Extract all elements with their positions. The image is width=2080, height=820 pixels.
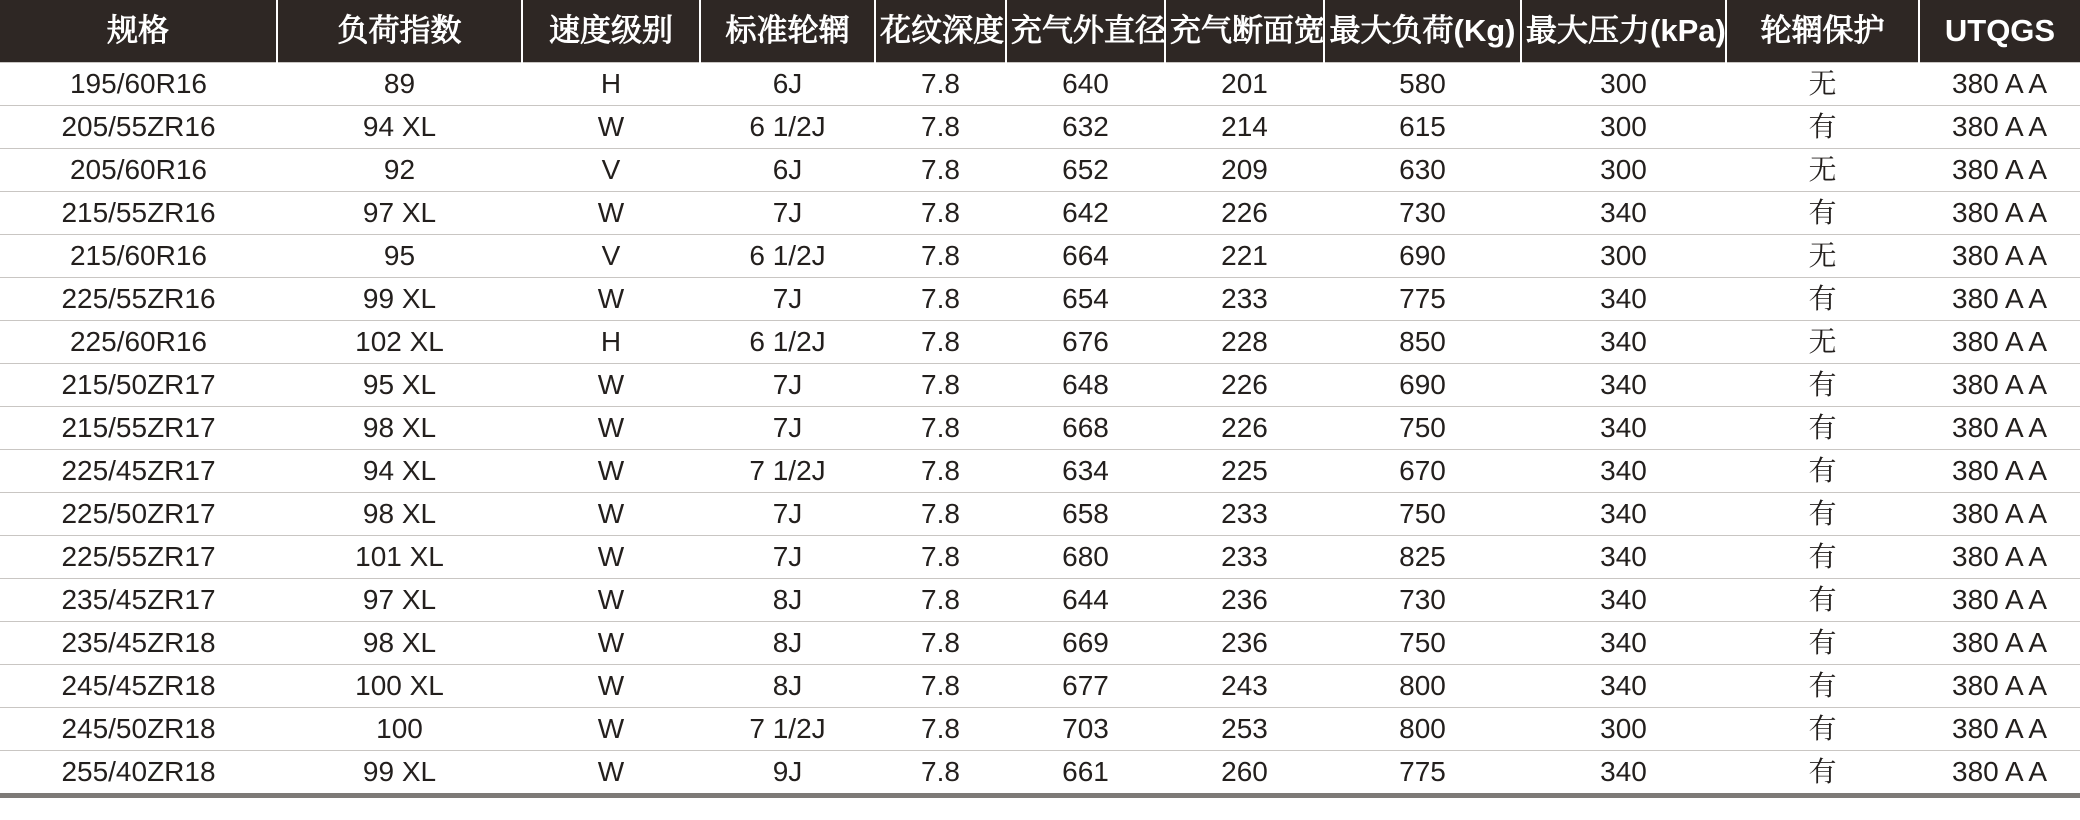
cell-max-load: 750 <box>1324 407 1521 450</box>
cell-rim-protection: 有 <box>1726 364 1919 407</box>
cell-tread-depth: 7.8 <box>875 278 1006 321</box>
column-header-rim-protection: 轮辋保护 <box>1726 0 1919 63</box>
cell-standard-rim: 7J <box>700 493 875 536</box>
table-row <box>0 665 2080 708</box>
cell-inflated-outer-diameter: 703 <box>1006 708 1165 751</box>
cell-rim-protection: 无 <box>1726 235 1919 278</box>
table-row <box>0 622 2080 665</box>
cell-max-load: 750 <box>1324 493 1521 536</box>
table-row <box>0 579 2080 622</box>
cell-utqgs: 380 A A <box>1919 622 2080 665</box>
cell-rim-protection: 有 <box>1726 407 1919 450</box>
cell-inflated-section-width: 243 <box>1165 665 1324 708</box>
cell-inflated-outer-diameter: 648 <box>1006 364 1165 407</box>
cell-utqgs: 380 A A <box>1919 63 2080 106</box>
cell-utqgs: 380 A A <box>1952 756 2047 787</box>
cell-max-load: 825 <box>1324 536 1521 579</box>
table-row <box>0 192 2080 235</box>
cell-max-load: 690 <box>1324 235 1521 278</box>
cell-utqgs: 380 A A <box>1919 407 2080 450</box>
cell-size: 215/60R16 <box>0 235 277 278</box>
cell-standard-rim: 6J <box>700 63 875 106</box>
column-header-max-load: 最大负荷(Kg) <box>1324 0 1521 63</box>
cell-tread-depth: 7.8 <box>875 708 1006 751</box>
cell-standard-rim: 6 1/2J <box>700 235 875 278</box>
cell-rim-protection: 有 <box>1726 622 1919 665</box>
cell-utqgs: 380 A A <box>1919 321 2080 364</box>
cell-speed-rating: W <box>522 192 700 235</box>
cell-speed-rating: W <box>522 364 700 407</box>
cell-standard-rim: 6J <box>700 149 875 192</box>
cell-size: 225/55ZR17 <box>0 536 277 579</box>
table-row <box>0 321 2080 364</box>
cell-max-load: 750 <box>1324 622 1521 665</box>
cell-size: 195/60R16 <box>0 63 277 106</box>
cell-max-pressure: 340 <box>1521 622 1726 665</box>
cell-load-index: 89 <box>277 63 522 106</box>
cell-tread-depth: 7.8 <box>921 756 960 787</box>
cell-max-load: 730 <box>1324 579 1521 622</box>
cell-max-pressure: 300 <box>1521 235 1726 278</box>
cell-load-index: 97 XL <box>277 579 522 622</box>
cell-load-index: 100 <box>277 708 522 751</box>
table-row <box>0 278 2080 321</box>
cell-load-index: 99 XL <box>362 756 437 787</box>
cell-load-index: 102 XL <box>277 321 522 364</box>
cell-max-load: 850 <box>1324 321 1521 364</box>
cell-max-load: 630 <box>1324 149 1521 192</box>
cell-inflated-outer-diameter: 640 <box>1006 63 1165 106</box>
cell-standard-rim: 8J <box>700 579 875 622</box>
cell-rim-protection: 有 <box>1726 665 1919 708</box>
cell-speed-rating: W <box>522 493 700 536</box>
cell-rim-protection: 有 <box>1726 708 1919 751</box>
cell-tread-depth: 7.8 <box>875 321 1006 364</box>
cell-standard-rim: 7J <box>700 192 875 235</box>
cell-speed-rating: W <box>522 450 700 493</box>
cell-load-index: 98 XL <box>277 493 522 536</box>
cell-inflated-section-width: 233 <box>1165 278 1324 321</box>
cell-max-pressure: 340 <box>1521 278 1726 321</box>
cell-load-index: 97 XL <box>277 192 522 235</box>
cell-rim-protection: 有 <box>1726 278 1919 321</box>
cell-size: 215/55ZR17 <box>0 407 277 450</box>
column-header-max-pressure: 最大压力(kPa) <box>1521 0 1726 63</box>
cell-inflated-section-width: 253 <box>1165 708 1324 751</box>
table-row <box>0 536 2080 579</box>
cell-size: 245/50ZR18 <box>0 708 277 751</box>
cell-size: 205/60R16 <box>0 149 277 192</box>
cell-rim-protection: 无 <box>1726 63 1919 106</box>
cell-max-pressure: 340 <box>1521 321 1726 364</box>
cell-tread-depth: 7.8 <box>875 192 1006 235</box>
table-row <box>0 235 2080 278</box>
cell-inflated-outer-diameter: 676 <box>1006 321 1165 364</box>
cell-standard-rim: 6 1/2J <box>700 106 875 149</box>
cell-inflated-section-width: 214 <box>1165 106 1324 149</box>
cell-inflated-section-width: 260 <box>1221 756 1268 787</box>
cell-standard-rim: 8J <box>700 665 875 708</box>
cell-tread-depth: 7.8 <box>875 622 1006 665</box>
cell-max-pressure: 340 <box>1521 493 1726 536</box>
cell-size: 225/55ZR16 <box>0 278 277 321</box>
cell-max-load: 690 <box>1324 364 1521 407</box>
cell-speed-rating: V <box>522 149 700 192</box>
cell-speed-rating: W <box>597 756 625 787</box>
cell-size: 215/50ZR17 <box>0 364 277 407</box>
cell-inflated-section-width: 221 <box>1165 235 1324 278</box>
cell-inflated-outer-diameter: 642 <box>1006 192 1165 235</box>
cell-load-index: 92 <box>277 149 522 192</box>
cell-max-pressure: 300 <box>1521 106 1726 149</box>
cell-max-load: 800 <box>1324 665 1521 708</box>
cell-standard-rim: 8J <box>700 622 875 665</box>
cell-size: 245/45ZR18 <box>0 665 277 708</box>
cell-max-load: 615 <box>1324 106 1521 149</box>
cell-standard-rim: 7J <box>700 536 875 579</box>
cell-inflated-section-width: 226 <box>1165 407 1324 450</box>
cell-tread-depth: 7.8 <box>875 450 1006 493</box>
cell-max-load: 670 <box>1324 450 1521 493</box>
table-row <box>0 63 2080 106</box>
cell-inflated-section-width: 226 <box>1165 192 1324 235</box>
cell-utqgs: 380 A A <box>1919 536 2080 579</box>
cell-max-pressure: 340 <box>1521 536 1726 579</box>
cell-speed-rating: W <box>522 579 700 622</box>
cell-utqgs: 380 A A <box>1919 235 2080 278</box>
column-header-utqgs: UTQGS <box>1919 0 2080 63</box>
cell-tread-depth: 7.8 <box>875 407 1006 450</box>
cell-rim-protection: 有 <box>1726 450 1919 493</box>
column-header-inflated-section-width: 充气断面宽 <box>1165 0 1324 63</box>
cell-size: 255/40ZR18 <box>61 756 216 787</box>
cell-inflated-section-width: 233 <box>1165 493 1324 536</box>
cell-max-pressure: 300 <box>1521 149 1726 192</box>
cell-max-load: 580 <box>1324 63 1521 106</box>
cell-inflated-outer-diameter: 664 <box>1006 235 1165 278</box>
table-row <box>0 751 2080 794</box>
cell-speed-rating: W <box>522 106 700 149</box>
cell-rim-protection: 有 <box>1808 756 1837 787</box>
cell-load-index: 100 XL <box>277 665 522 708</box>
table-row <box>0 106 2080 149</box>
cell-speed-rating: H <box>522 321 700 364</box>
cell-inflated-section-width: 201 <box>1165 63 1324 106</box>
cell-tread-depth: 7.8 <box>875 665 1006 708</box>
cell-utqgs: 380 A A <box>1919 278 2080 321</box>
cell-inflated-outer-diameter: 644 <box>1006 579 1165 622</box>
cell-max-load: 775 <box>1399 756 1446 787</box>
cell-utqgs: 380 A A <box>1919 579 2080 622</box>
cell-load-index: 98 XL <box>277 622 522 665</box>
cell-inflated-outer-diameter: 669 <box>1006 622 1165 665</box>
cell-rim-protection: 有 <box>1726 106 1919 149</box>
cell-inflated-outer-diameter: 677 <box>1006 665 1165 708</box>
cell-speed-rating: W <box>522 622 700 665</box>
cell-inflated-outer-diameter: 634 <box>1006 450 1165 493</box>
cell-load-index: 95 XL <box>277 364 522 407</box>
cell-max-pressure: 340 <box>1521 364 1726 407</box>
table-row <box>0 407 2080 450</box>
column-header-tread-depth: 花纹深度 <box>875 0 1006 63</box>
cell-load-index: 95 <box>277 235 522 278</box>
cell-max-pressure: 340 <box>1521 407 1726 450</box>
cell-speed-rating: H <box>522 63 700 106</box>
cell-tread-depth: 7.8 <box>875 106 1006 149</box>
cell-size: 215/55ZR16 <box>0 192 277 235</box>
column-header-standard-rim: 标准轮辋 <box>700 0 875 63</box>
cell-utqgs: 380 A A <box>1919 192 2080 235</box>
cell-tread-depth: 7.8 <box>875 493 1006 536</box>
cell-inflated-section-width: 236 <box>1165 579 1324 622</box>
cell-speed-rating: W <box>522 708 700 751</box>
cell-size: 235/45ZR17 <box>0 579 277 622</box>
cell-size: 225/50ZR17 <box>0 493 277 536</box>
cell-tread-depth: 7.8 <box>875 536 1006 579</box>
cell-max-pressure: 300 <box>1521 708 1726 751</box>
cell-utqgs: 380 A A <box>1919 364 2080 407</box>
cell-standard-rim: 7 1/2J <box>700 450 875 493</box>
cell-standard-rim: 9J <box>772 756 803 787</box>
cell-inflated-section-width: 209 <box>1165 149 1324 192</box>
cell-size: 235/45ZR18 <box>0 622 277 665</box>
cell-load-index: 94 XL <box>277 450 522 493</box>
table-row <box>0 493 2080 536</box>
cell-inflated-outer-diameter: 661 <box>1062 756 1109 787</box>
cell-inflated-section-width: 233 <box>1165 536 1324 579</box>
cell-load-index: 94 XL <box>277 106 522 149</box>
cell-inflated-outer-diameter: 668 <box>1006 407 1165 450</box>
cell-speed-rating: W <box>522 407 700 450</box>
table-row <box>0 450 2080 493</box>
cell-standard-rim: 6 1/2J <box>700 321 875 364</box>
cell-inflated-outer-diameter: 632 <box>1006 106 1165 149</box>
column-header-size: 规格 <box>0 0 277 63</box>
cell-inflated-outer-diameter: 654 <box>1006 278 1165 321</box>
cell-load-index: 101 XL <box>277 536 522 579</box>
cell-standard-rim: 7J <box>700 278 875 321</box>
cell-utqgs: 380 A A <box>1919 149 2080 192</box>
cell-max-load: 775 <box>1324 278 1521 321</box>
cell-rim-protection: 无 <box>1726 149 1919 192</box>
cell-standard-rim: 7J <box>700 407 875 450</box>
cell-tread-depth: 7.8 <box>875 149 1006 192</box>
cell-tread-depth: 7.8 <box>875 579 1006 622</box>
column-header-inflated-outer-diameter: 充气外直径 <box>1006 0 1165 63</box>
cell-rim-protection: 有 <box>1726 536 1919 579</box>
cell-size: 205/55ZR16 <box>0 106 277 149</box>
cell-inflated-outer-diameter: 680 <box>1006 536 1165 579</box>
table-header-row <box>0 0 2080 63</box>
cell-max-load: 730 <box>1324 192 1521 235</box>
cell-utqgs: 380 A A <box>1919 665 2080 708</box>
table-header <box>0 0 2080 63</box>
column-header-load-index: 负荷指数 <box>277 0 522 63</box>
cell-speed-rating: V <box>522 235 700 278</box>
cell-utqgs: 380 A A <box>1919 493 2080 536</box>
cell-load-index: 98 XL <box>277 407 522 450</box>
cell-max-pressure: 340 <box>1521 665 1726 708</box>
cell-size: 225/45ZR17 <box>0 450 277 493</box>
cell-standard-rim: 7 1/2J <box>700 708 875 751</box>
cell-inflated-outer-diameter: 652 <box>1006 149 1165 192</box>
table-bottom-rule <box>0 793 2080 798</box>
cell-standard-rim: 7J <box>700 364 875 407</box>
cell-tread-depth: 7.8 <box>875 235 1006 278</box>
cell-tread-depth: 7.8 <box>875 63 1006 106</box>
column-header-speed-rating: 速度级别 <box>522 0 700 63</box>
table-row <box>0 364 2080 407</box>
cell-rim-protection: 有 <box>1726 579 1919 622</box>
cell-max-pressure: 340 <box>1600 756 1647 787</box>
cell-max-pressure: 340 <box>1521 192 1726 235</box>
cell-rim-protection: 有 <box>1726 493 1919 536</box>
cell-speed-rating: W <box>522 278 700 321</box>
cell-rim-protection: 有 <box>1726 192 1919 235</box>
cell-max-pressure: 300 <box>1521 63 1726 106</box>
cell-tread-depth: 7.8 <box>875 364 1006 407</box>
cell-inflated-section-width: 228 <box>1165 321 1324 364</box>
table-row <box>0 708 2080 751</box>
cell-utqgs: 380 A A <box>1919 450 2080 493</box>
cell-max-pressure: 340 <box>1521 579 1726 622</box>
cell-utqgs: 380 A A <box>1919 708 2080 751</box>
table-body <box>0 63 2080 794</box>
cell-speed-rating: W <box>522 665 700 708</box>
cell-inflated-outer-diameter: 658 <box>1006 493 1165 536</box>
cell-max-pressure: 340 <box>1521 450 1726 493</box>
cell-rim-protection: 无 <box>1726 321 1919 364</box>
cell-max-load: 800 <box>1324 708 1521 751</box>
cell-inflated-section-width: 236 <box>1165 622 1324 665</box>
cell-utqgs: 380 A A <box>1919 106 2080 149</box>
table-row <box>0 149 2080 192</box>
cell-load-index: 99 XL <box>277 278 522 321</box>
cell-speed-rating: W <box>522 536 700 579</box>
cell-inflated-section-width: 225 <box>1165 450 1324 493</box>
cell-inflated-section-width: 226 <box>1165 364 1324 407</box>
cell-size: 225/60R16 <box>0 321 277 364</box>
